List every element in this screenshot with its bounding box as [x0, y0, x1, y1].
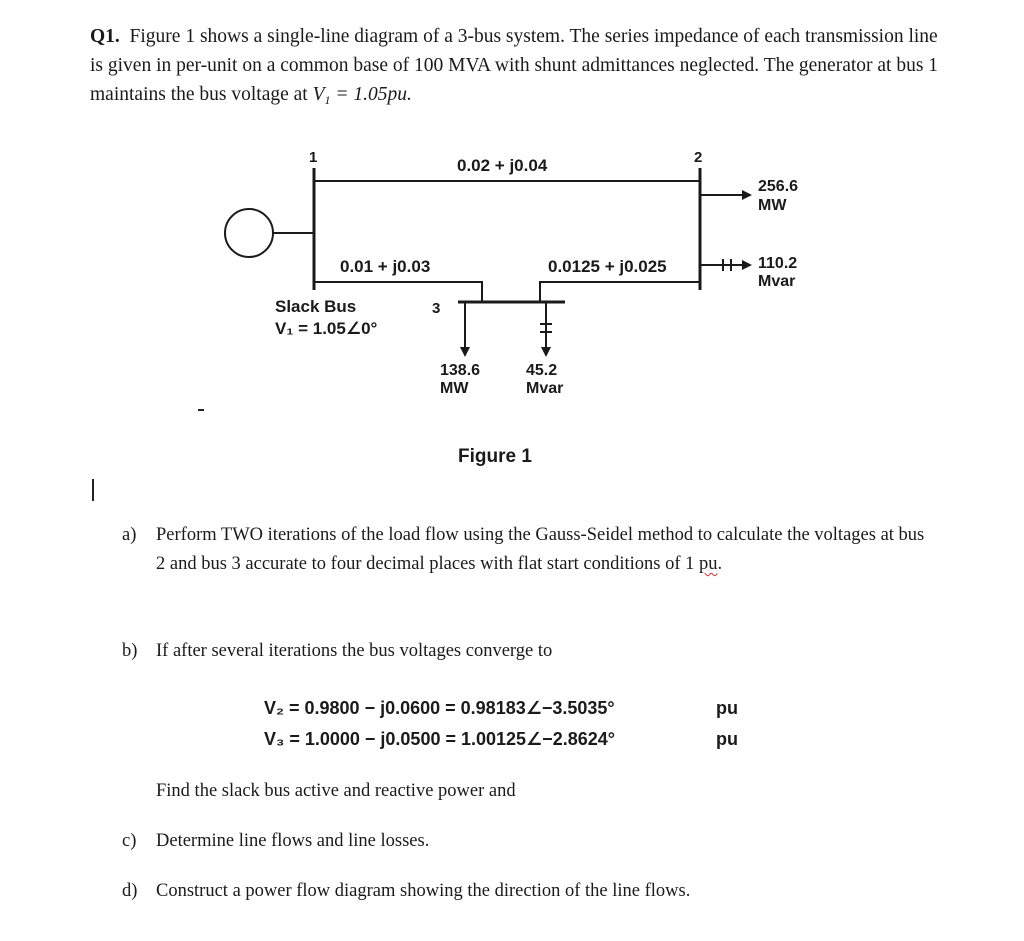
find-text: Find the slack bus active and reactive power and	[156, 781, 516, 801]
v3-unit: pu	[716, 729, 738, 749]
generator-icon	[225, 209, 273, 257]
bus-3-label: 3	[432, 300, 441, 317]
bus-1-label: 1	[309, 149, 318, 166]
bus3-p-value: 138.6	[440, 362, 481, 379]
bus3-q-unit: Mvar	[526, 380, 564, 397]
bus2-q-unit: Mvar	[758, 273, 796, 290]
part-a-label: a)	[122, 525, 137, 545]
line-2-3	[540, 282, 700, 302]
part-b	[122, 637, 942, 667]
bus2-q-value: 110.2	[758, 255, 798, 272]
part-a-text: Perform TWO iterations of the load flow using the Gauss-Seidel method to calculate the voltages at bus 2 and bus 3 accurate to four decimal places with flat start conditions of 1 pu.	[156, 525, 925, 574]
v1-symbol: V	[312, 84, 325, 105]
v2-unit: pu	[716, 698, 738, 718]
part-c	[122, 827, 942, 857]
slack-bus-title: Slack Bus	[275, 297, 357, 316]
part-b-text: If after several iterations the bus voltages converge to	[156, 641, 553, 661]
bus3-p-unit: MW	[440, 380, 469, 397]
part-d-label: d)	[122, 881, 138, 901]
part-a	[122, 521, 942, 611]
part-d	[122, 877, 942, 907]
slack-bus-voltage: V₁ = 1.05∠0°	[275, 319, 378, 338]
question-text: Figure 1 shows a single-line diagram of a 3-bus system. The series impedance of each transmission line is given in per-unit on a common base of 100 MVA with shunt admittances neglected. The generator at bus 1 maintains the bus voltage at	[90, 26, 939, 105]
bus2-p-value: 256.6	[758, 178, 799, 195]
v3-equation: V₃ = 1.0000 − j0.0500 = 1.00125∠−2.8624° pu	[264, 729, 738, 749]
part-c-label: c)	[122, 831, 137, 851]
part-d-text: Construct a power flow diagram showing the direction of the line flows.	[156, 881, 691, 901]
bus-2-label: 2	[694, 149, 703, 166]
stray-dash	[198, 409, 204, 411]
bus3-q-value: 45.2	[526, 362, 558, 379]
part-c-text: Determine line flows and line losses.	[156, 831, 430, 851]
v2-equation: V₂ = 0.9800 − j0.0600 = 0.98183∠−3.5035° pu	[264, 698, 738, 718]
question-number: Q1.	[90, 26, 120, 47]
v1-value: = 1.05pu.	[330, 84, 412, 105]
text-cursor	[92, 479, 94, 501]
v1-subscript: 1	[324, 93, 331, 107]
part-b-label: b)	[122, 641, 138, 661]
figure-caption: Figure 1	[458, 446, 532, 467]
bus2-p-unit: MW	[758, 197, 787, 214]
line-1-3-impedance: 0.01 + j0.03	[340, 257, 431, 276]
line-2-3-impedance: 0.0125 + j0.025	[548, 257, 667, 276]
line-1-2-impedance: 0.02 + j0.04	[457, 156, 548, 175]
